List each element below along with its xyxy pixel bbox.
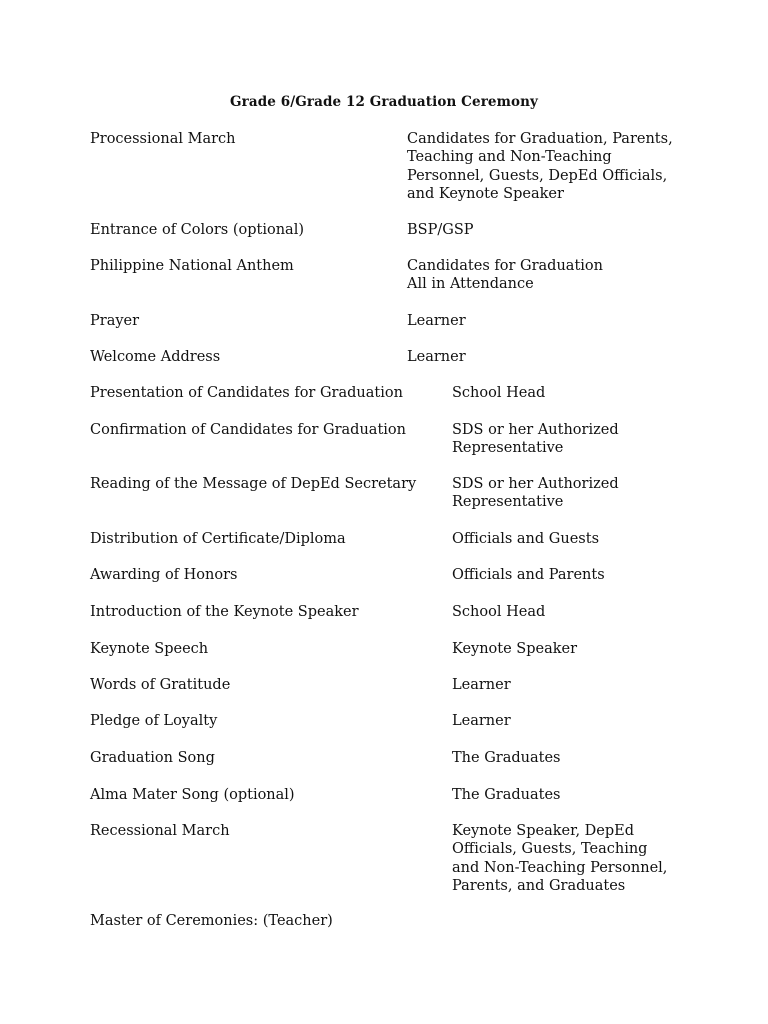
- program-part: Awarding of Honors: [90, 567, 238, 583]
- program-assignee: SDS or her Authorized Representative: [452, 476, 619, 511]
- program-assignee: The Graduates: [452, 750, 561, 766]
- program-part: Welcome Address: [90, 349, 221, 365]
- program-assignee: Learner: [407, 313, 466, 329]
- program-part: Keynote Speech: [90, 641, 209, 657]
- program-part: Introduction of the Keynote Speaker: [90, 604, 359, 620]
- program-assignee: Officials and Guests: [452, 531, 600, 547]
- program-assignee: Learner: [452, 713, 511, 729]
- program-part: Alma Mater Song (optional): [90, 787, 295, 803]
- program-assignee: The Graduates: [452, 787, 561, 803]
- program-assignee: Learner: [452, 677, 511, 693]
- page-title: Grade 6/Grade 12 Graduation Ceremony: [230, 94, 538, 110]
- program-assignee: Keynote Speaker, DepEd Officials, Guests, Teaching and Non-Teaching Personnel, Parents, and Graduates: [452, 823, 668, 895]
- program-part: Processional March: [90, 131, 236, 147]
- program-part: Distribution of Certificate/Diploma: [90, 531, 346, 547]
- program-part: Presentation of Candidates for Graduation: [90, 385, 403, 401]
- program-part: Reading of the Message of DepEd Secretary: [90, 476, 417, 492]
- program-assignee: BSP/GSP: [407, 222, 474, 238]
- program-part: Pledge of Loyalty: [90, 713, 218, 729]
- program-part: Graduation Song: [90, 750, 215, 766]
- program-assignee: School Head: [452, 604, 546, 620]
- master-of-ceremonies: Master of Ceremonies: (Teacher): [90, 913, 333, 929]
- program-assignee: Keynote Speaker: [452, 641, 578, 657]
- program-assignee: School Head: [452, 385, 546, 401]
- program-part: Recessional March: [90, 823, 230, 839]
- program-part: Words of Gratitude: [90, 677, 231, 693]
- program-assignee: Candidates for Graduation All in Attendance: [407, 258, 603, 293]
- program-assignee: Learner: [407, 349, 466, 365]
- program-part: Prayer: [90, 313, 140, 329]
- program-part: Entrance of Colors (optional): [90, 222, 304, 238]
- program-assignee: SDS or her Authorized Representative: [452, 422, 619, 457]
- program-part: Confirmation of Candidates for Graduation: [90, 422, 406, 438]
- program-part: Philippine National Anthem: [90, 258, 294, 274]
- program-assignee: Officials and Parents: [452, 567, 605, 583]
- program-assignee: Candidates for Graduation, Parents, Teaching and Non-Teaching Personnel, Guests, DepEd Officials, and Keynote Speaker: [407, 131, 673, 203]
